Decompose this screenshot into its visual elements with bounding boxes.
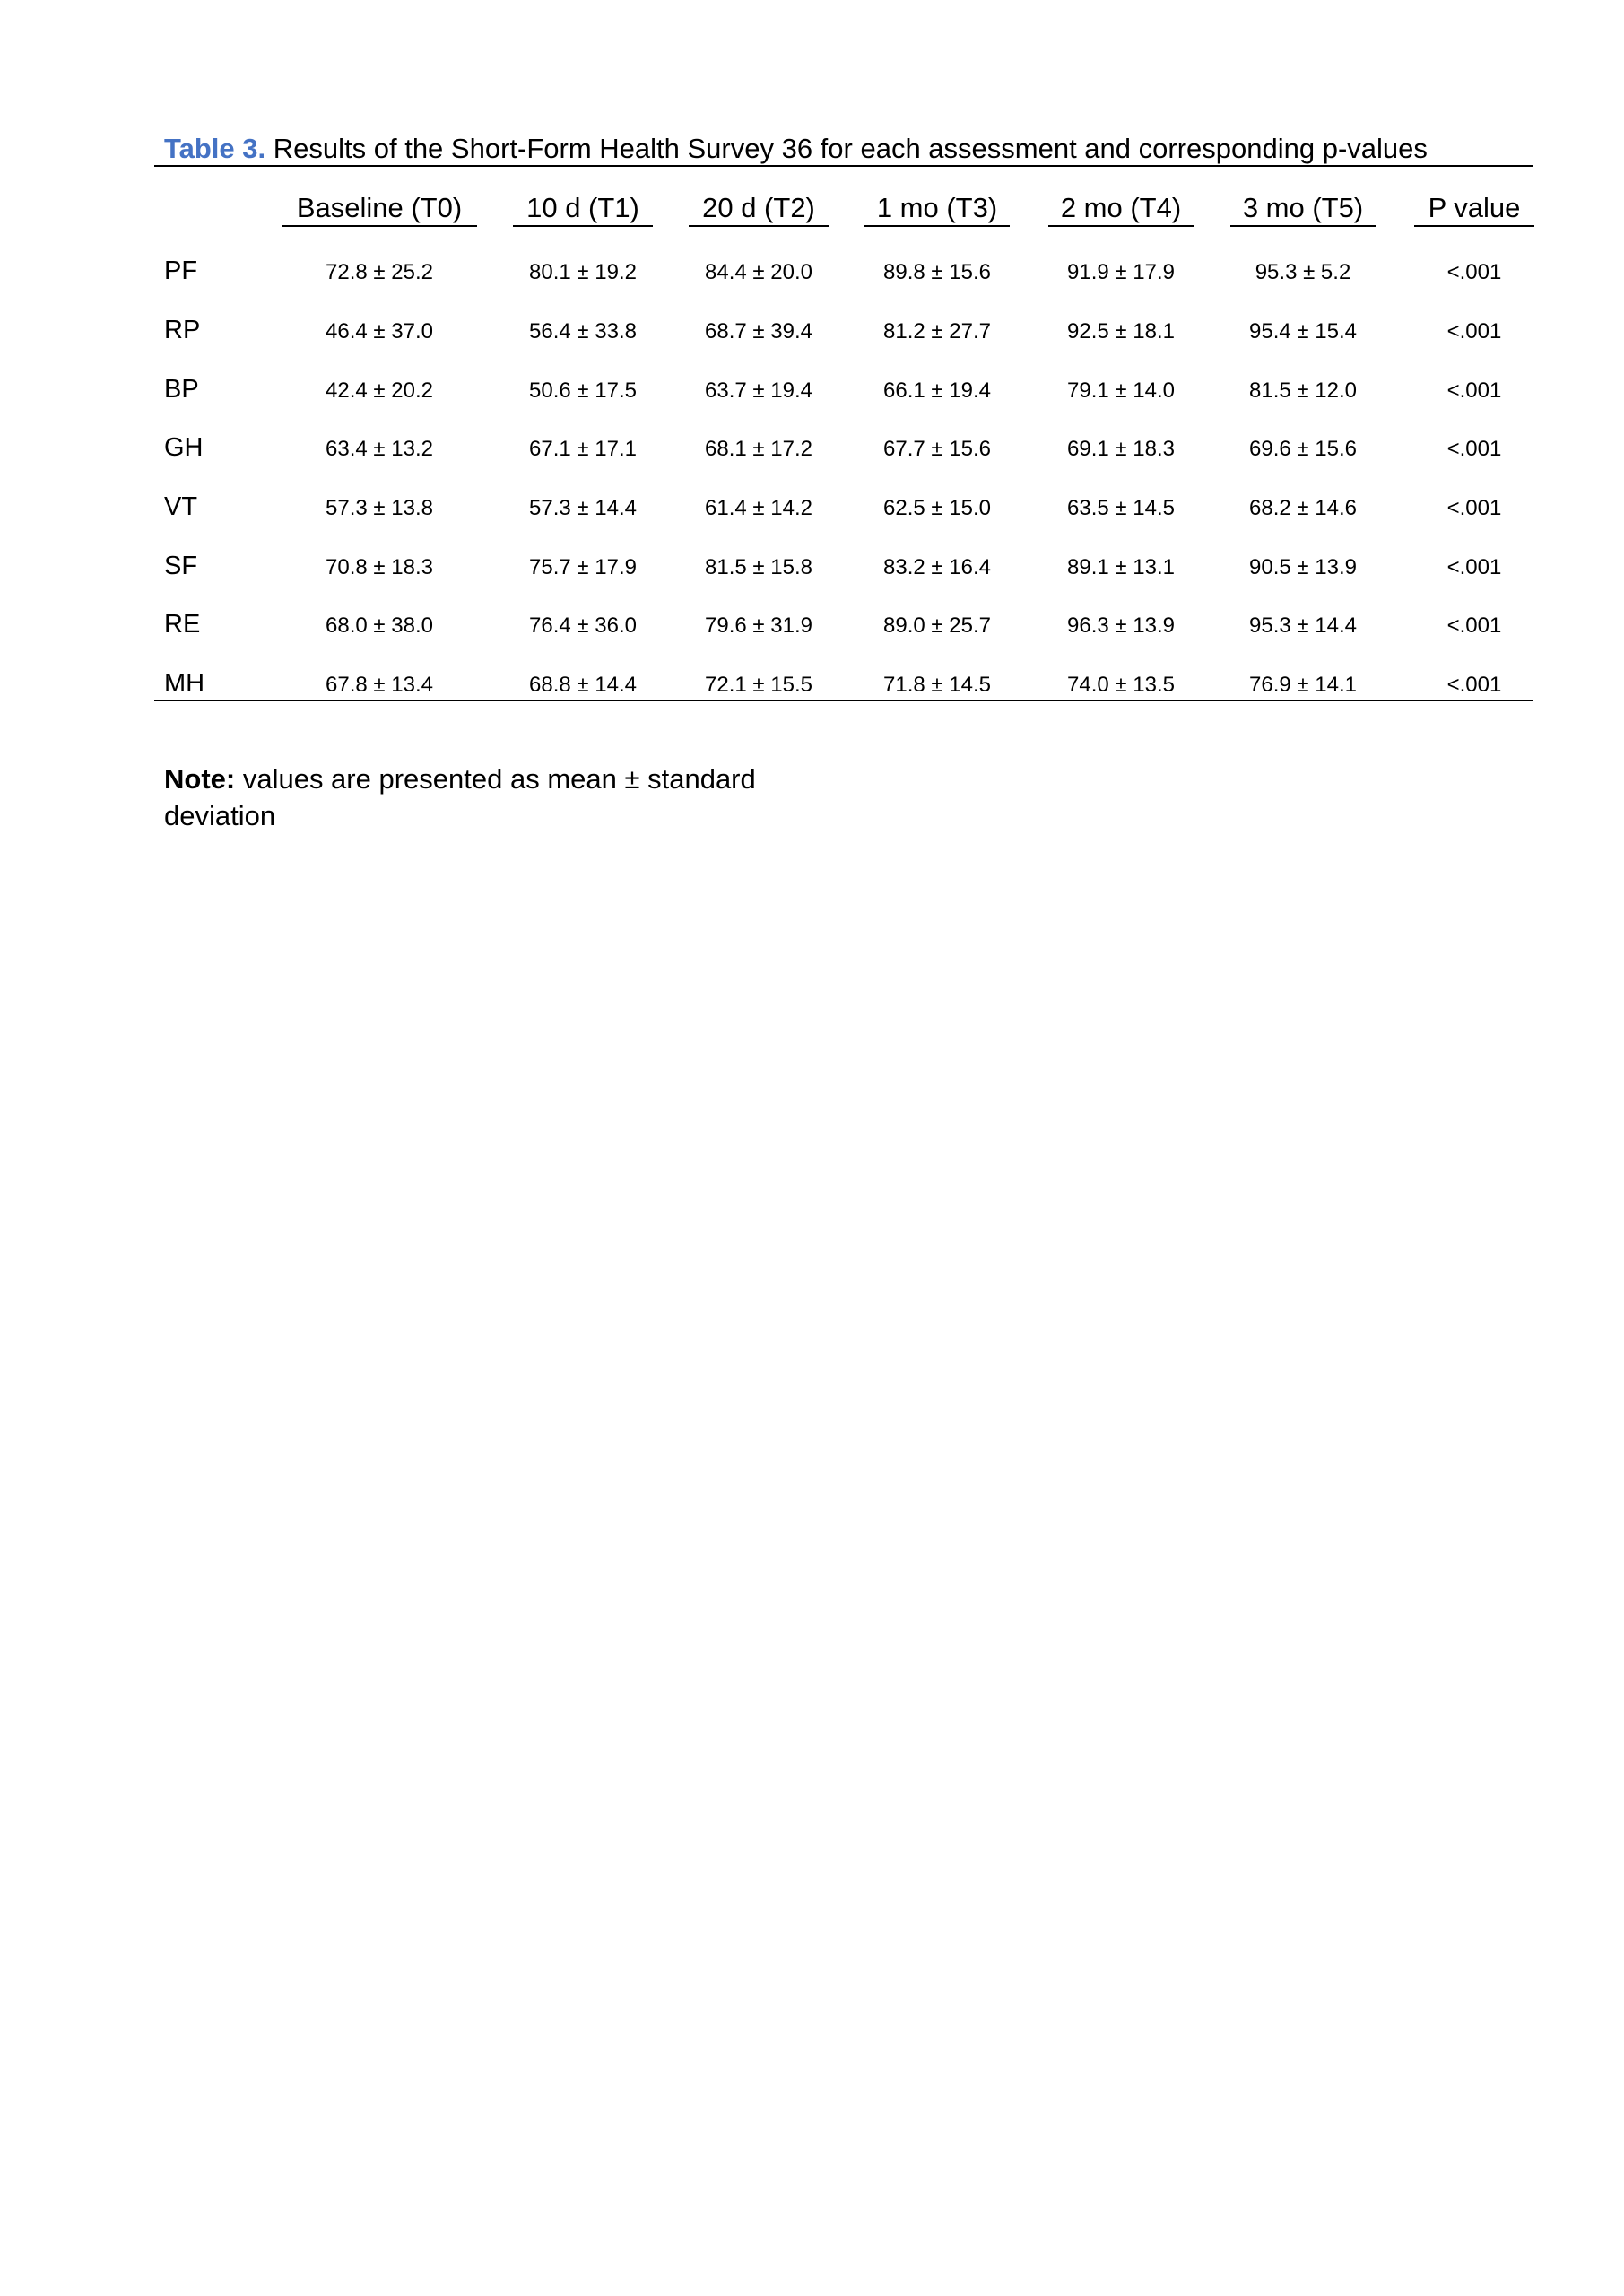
table-cell: 72.8 ± 25.2 [326, 260, 433, 284]
table-cell: 89.8 ± 15.6 [883, 260, 991, 284]
table-cell: <.001 [1446, 260, 1502, 284]
table-cell: 89.0 ± 25.7 [883, 613, 991, 638]
column-header: P value [1428, 192, 1521, 223]
table-cell: 71.8 ± 14.5 [883, 673, 991, 697]
table-cell: 95.4 ± 15.4 [1249, 319, 1357, 344]
column-header: 10 d (T1) [526, 192, 639, 223]
table-cell: 95.3 ± 5.2 [1255, 260, 1351, 284]
table-cell: 46.4 ± 37.0 [326, 319, 433, 344]
note-label: Note: [164, 763, 236, 795]
table-cell: 63.7 ± 19.4 [705, 378, 812, 403]
table-cell: 81.2 ± 27.7 [883, 319, 991, 344]
column-header-underline [1048, 225, 1194, 227]
table-note [164, 761, 792, 834]
row-label: RP [164, 316, 201, 344]
table-cell: 57.3 ± 13.8 [326, 496, 433, 520]
table-cell: 70.8 ± 18.3 [326, 555, 433, 579]
table-caption-text: Results of the Short-Form Health Survey 36 for each assessment and corresponding p-values [265, 133, 1428, 164]
table-cell: 80.1 ± 19.2 [529, 260, 637, 284]
table-cell: 69.6 ± 15.6 [1249, 437, 1357, 461]
table-cell: 57.3 ± 14.4 [529, 496, 637, 520]
table-cell: 67.7 ± 15.6 [883, 437, 991, 461]
table-cell: 91.9 ± 17.9 [1067, 260, 1175, 284]
table-cell: 68.1 ± 17.2 [705, 437, 812, 461]
table-cell: 42.4 ± 20.2 [326, 378, 433, 403]
table-top-rule [154, 165, 1533, 167]
table-cell: 56.4 ± 33.8 [529, 319, 637, 344]
table-cell: <.001 [1446, 673, 1502, 697]
table-cell: <.001 [1446, 613, 1502, 638]
column-header-underline [513, 225, 653, 227]
table-cell: 76.4 ± 36.0 [529, 613, 637, 638]
table-cell: 63.4 ± 13.2 [326, 437, 433, 461]
table-cell: 69.1 ± 18.3 [1067, 437, 1175, 461]
row-label: MH [164, 669, 205, 698]
table-cell: 84.4 ± 20.0 [705, 260, 812, 284]
column-header: 2 mo (T4) [1060, 192, 1182, 223]
table-cell: 81.5 ± 15.8 [705, 555, 812, 579]
table-cell: <.001 [1446, 378, 1502, 403]
table-cell: 68.7 ± 39.4 [705, 319, 812, 344]
table-cell: 67.8 ± 13.4 [326, 673, 433, 697]
table-cell: 63.5 ± 14.5 [1067, 496, 1175, 520]
table-cell: 62.5 ± 15.0 [883, 496, 991, 520]
table-cell: 68.2 ± 14.6 [1249, 496, 1357, 520]
table-cell: 68.8 ± 14.4 [529, 673, 637, 697]
table-cell: 50.6 ± 17.5 [529, 378, 637, 403]
column-header: 3 mo (T5) [1242, 192, 1364, 223]
row-label: GH [164, 433, 204, 462]
column-header: 1 mo (T3) [876, 192, 998, 223]
column-header-underline [864, 225, 1010, 227]
table-cell: 67.1 ± 17.1 [529, 437, 637, 461]
table-cell: 74.0 ± 13.5 [1067, 673, 1175, 697]
table-cell: 92.5 ± 18.1 [1067, 319, 1175, 344]
table-cell: 95.3 ± 14.4 [1249, 613, 1357, 638]
table-cell: 89.1 ± 13.1 [1067, 555, 1175, 579]
table-caption [164, 131, 1428, 167]
table-cell: 76.9 ± 14.1 [1249, 673, 1357, 697]
table-cell: 81.5 ± 12.0 [1249, 378, 1357, 403]
row-label: SF [164, 552, 198, 580]
row-label: PF [164, 257, 198, 285]
table-cell: <.001 [1446, 496, 1502, 520]
table-cell: 61.4 ± 14.2 [705, 496, 812, 520]
table-cell: 72.1 ± 15.5 [705, 673, 812, 697]
column-header-underline [282, 225, 477, 227]
column-header: 20 d (T2) [702, 192, 815, 223]
column-header: Baseline (T0) [296, 192, 463, 223]
table-cell: 79.1 ± 14.0 [1067, 378, 1175, 403]
table-caption-label: Table 3. [164, 133, 266, 164]
table-cell: 66.1 ± 19.4 [883, 378, 991, 403]
note-text: values are presented as mean ± standard deviation [164, 763, 756, 831]
row-label: RE [164, 610, 201, 639]
table-bottom-rule [154, 700, 1533, 701]
table-cell: 83.2 ± 16.4 [883, 555, 991, 579]
table-cell: <.001 [1446, 437, 1502, 461]
row-label: BP [164, 375, 199, 404]
table-cell: <.001 [1446, 319, 1502, 344]
row-label: VT [164, 492, 198, 521]
table-cell: 79.6 ± 31.9 [705, 613, 812, 638]
table-cell: 90.5 ± 13.9 [1249, 555, 1357, 579]
table-cell: 68.0 ± 38.0 [326, 613, 433, 638]
table-cell: 96.3 ± 13.9 [1067, 613, 1175, 638]
column-header-underline [689, 225, 829, 227]
table-cell: <.001 [1446, 555, 1502, 579]
table-cell: 75.7 ± 17.9 [529, 555, 637, 579]
column-header-underline [1414, 225, 1534, 227]
